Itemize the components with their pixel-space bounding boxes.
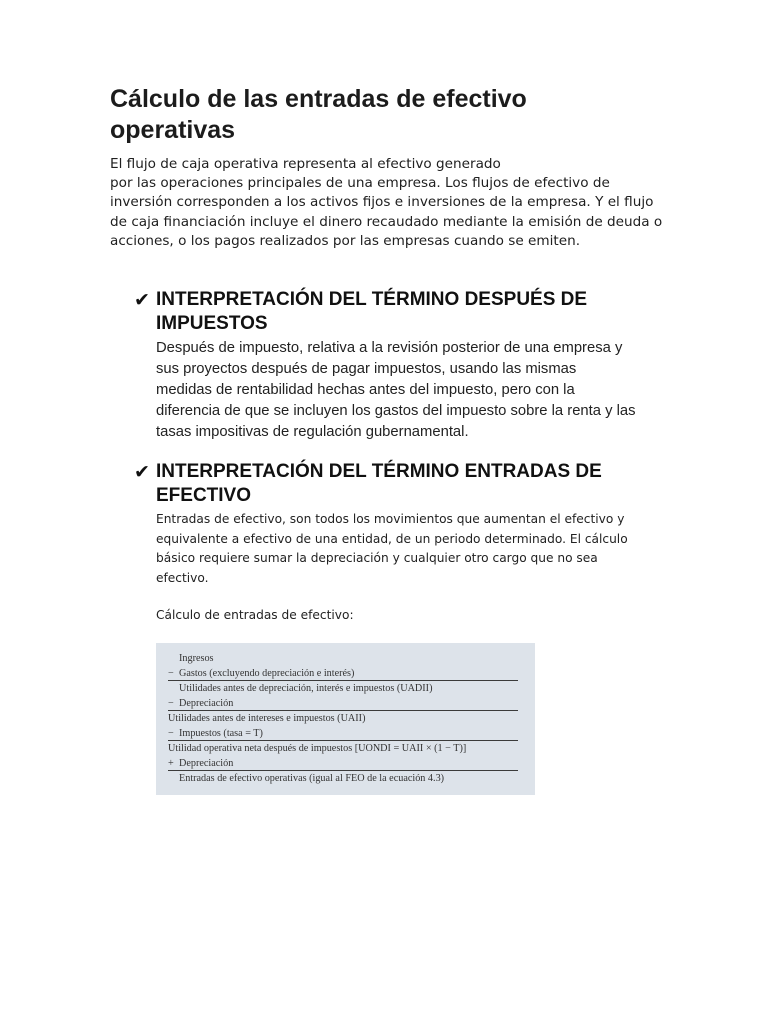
intro-line: inversión corresponden a los activos fijos e inversiones de la empresa. Y el flujo	[110, 194, 654, 211]
body-line: básico requiere sumar la depreciación y cualquier otro cargo que no sea	[156, 551, 598, 566]
row-operator: +	[168, 758, 174, 769]
row-text: Utilidades antes de depreciación, interés e impuestos (UADII)	[179, 683, 433, 694]
table-row	[156, 771, 535, 786]
table-row	[156, 726, 535, 741]
body-line: Después de impuesto, relativa a la revisión posterior de una empresa y	[156, 340, 623, 356]
body-line: tasas impositivas de regulación gubernamental.	[156, 424, 469, 440]
body-line: diferencia de que se incluyen los gastos del impuesto sobre la renta y las	[156, 403, 636, 419]
row-operator: −	[168, 668, 174, 679]
table-row	[156, 741, 535, 756]
title-line-2: operativas	[110, 116, 236, 144]
page-title	[110, 84, 670, 146]
table-row	[156, 756, 535, 771]
body-line: Entradas de efectivo, son todos los movimientos que aumentan el efectivo y	[156, 512, 625, 526]
heading-line: INTERPRETACIÓN DEL TÉRMINO DESPUÉS DE	[156, 289, 588, 310]
intro-line: El flujo de caja operativa representa al efectivo generado	[110, 156, 501, 172]
intro-paragraph	[110, 155, 670, 251]
body-line: equivalente a efectivo de una entidad, de un periodo determinado. El cálculo	[156, 531, 628, 546]
intro-line: de caja financiación incluye el dinero recaudado mediante la emisión de deuda o	[110, 213, 663, 230]
table-row	[156, 651, 535, 666]
calc-label: Cálculo de entradas de efectivo:	[156, 608, 354, 622]
intro-line: acciones, o los pagos realizados por las empresas cuando se emiten.	[110, 232, 581, 249]
row-text: Utilidades antes de intereses e impuestos (UAII)	[168, 713, 366, 724]
section-heading	[156, 460, 694, 508]
table-row	[156, 711, 535, 726]
row-text: Impuestos (tasa = T)	[179, 728, 263, 739]
section-heading	[156, 288, 694, 336]
heading-line: EFECTIVO	[156, 485, 252, 506]
cash-flow-calculation-table	[156, 643, 535, 795]
heading-line: IMPUESTOS	[156, 313, 268, 334]
heading-line: INTERPRETACIÓN DEL TÉRMINO ENTRADAS DE	[156, 461, 602, 482]
table-row	[156, 666, 535, 681]
row-operator: −	[168, 728, 174, 739]
section-despues-de-impuestos	[134, 288, 694, 443]
body-line: sus proyectos después de pagar impuestos, usando las mismas	[156, 361, 577, 377]
row-text: Depreciación	[179, 758, 234, 769]
section-body	[156, 510, 694, 588]
checkmark-icon: ✔	[134, 461, 150, 483]
section-body	[156, 338, 694, 443]
title-line-1: Cálculo de las entradas de efectivo	[110, 85, 527, 113]
section-entradas-de-efectivo	[134, 460, 694, 588]
intro-line: por las operaciones principales de una empresa. Los flujos de efectivo de	[110, 175, 610, 192]
row-text: Utilidad operativa neta después de impuestos [UONDI = UAII × (1 − T)]	[168, 743, 467, 754]
row-text: Depreciación	[179, 698, 234, 709]
body-line: efectivo.	[156, 570, 209, 585]
row-operator: −	[168, 698, 174, 709]
row-text: Ingresos	[179, 653, 214, 664]
row-text: Gastos (excluyendo depreciación e interés)	[179, 668, 355, 679]
checkmark-icon: ✔	[134, 289, 150, 311]
table-row	[156, 696, 535, 711]
row-text: Entradas de efectivo operativas (igual al FEO de la ecuación 4.3)	[179, 773, 445, 784]
table-row	[156, 681, 535, 696]
body-line: medidas de rentabilidad hechas antes del impuesto, pero con la	[156, 382, 575, 398]
